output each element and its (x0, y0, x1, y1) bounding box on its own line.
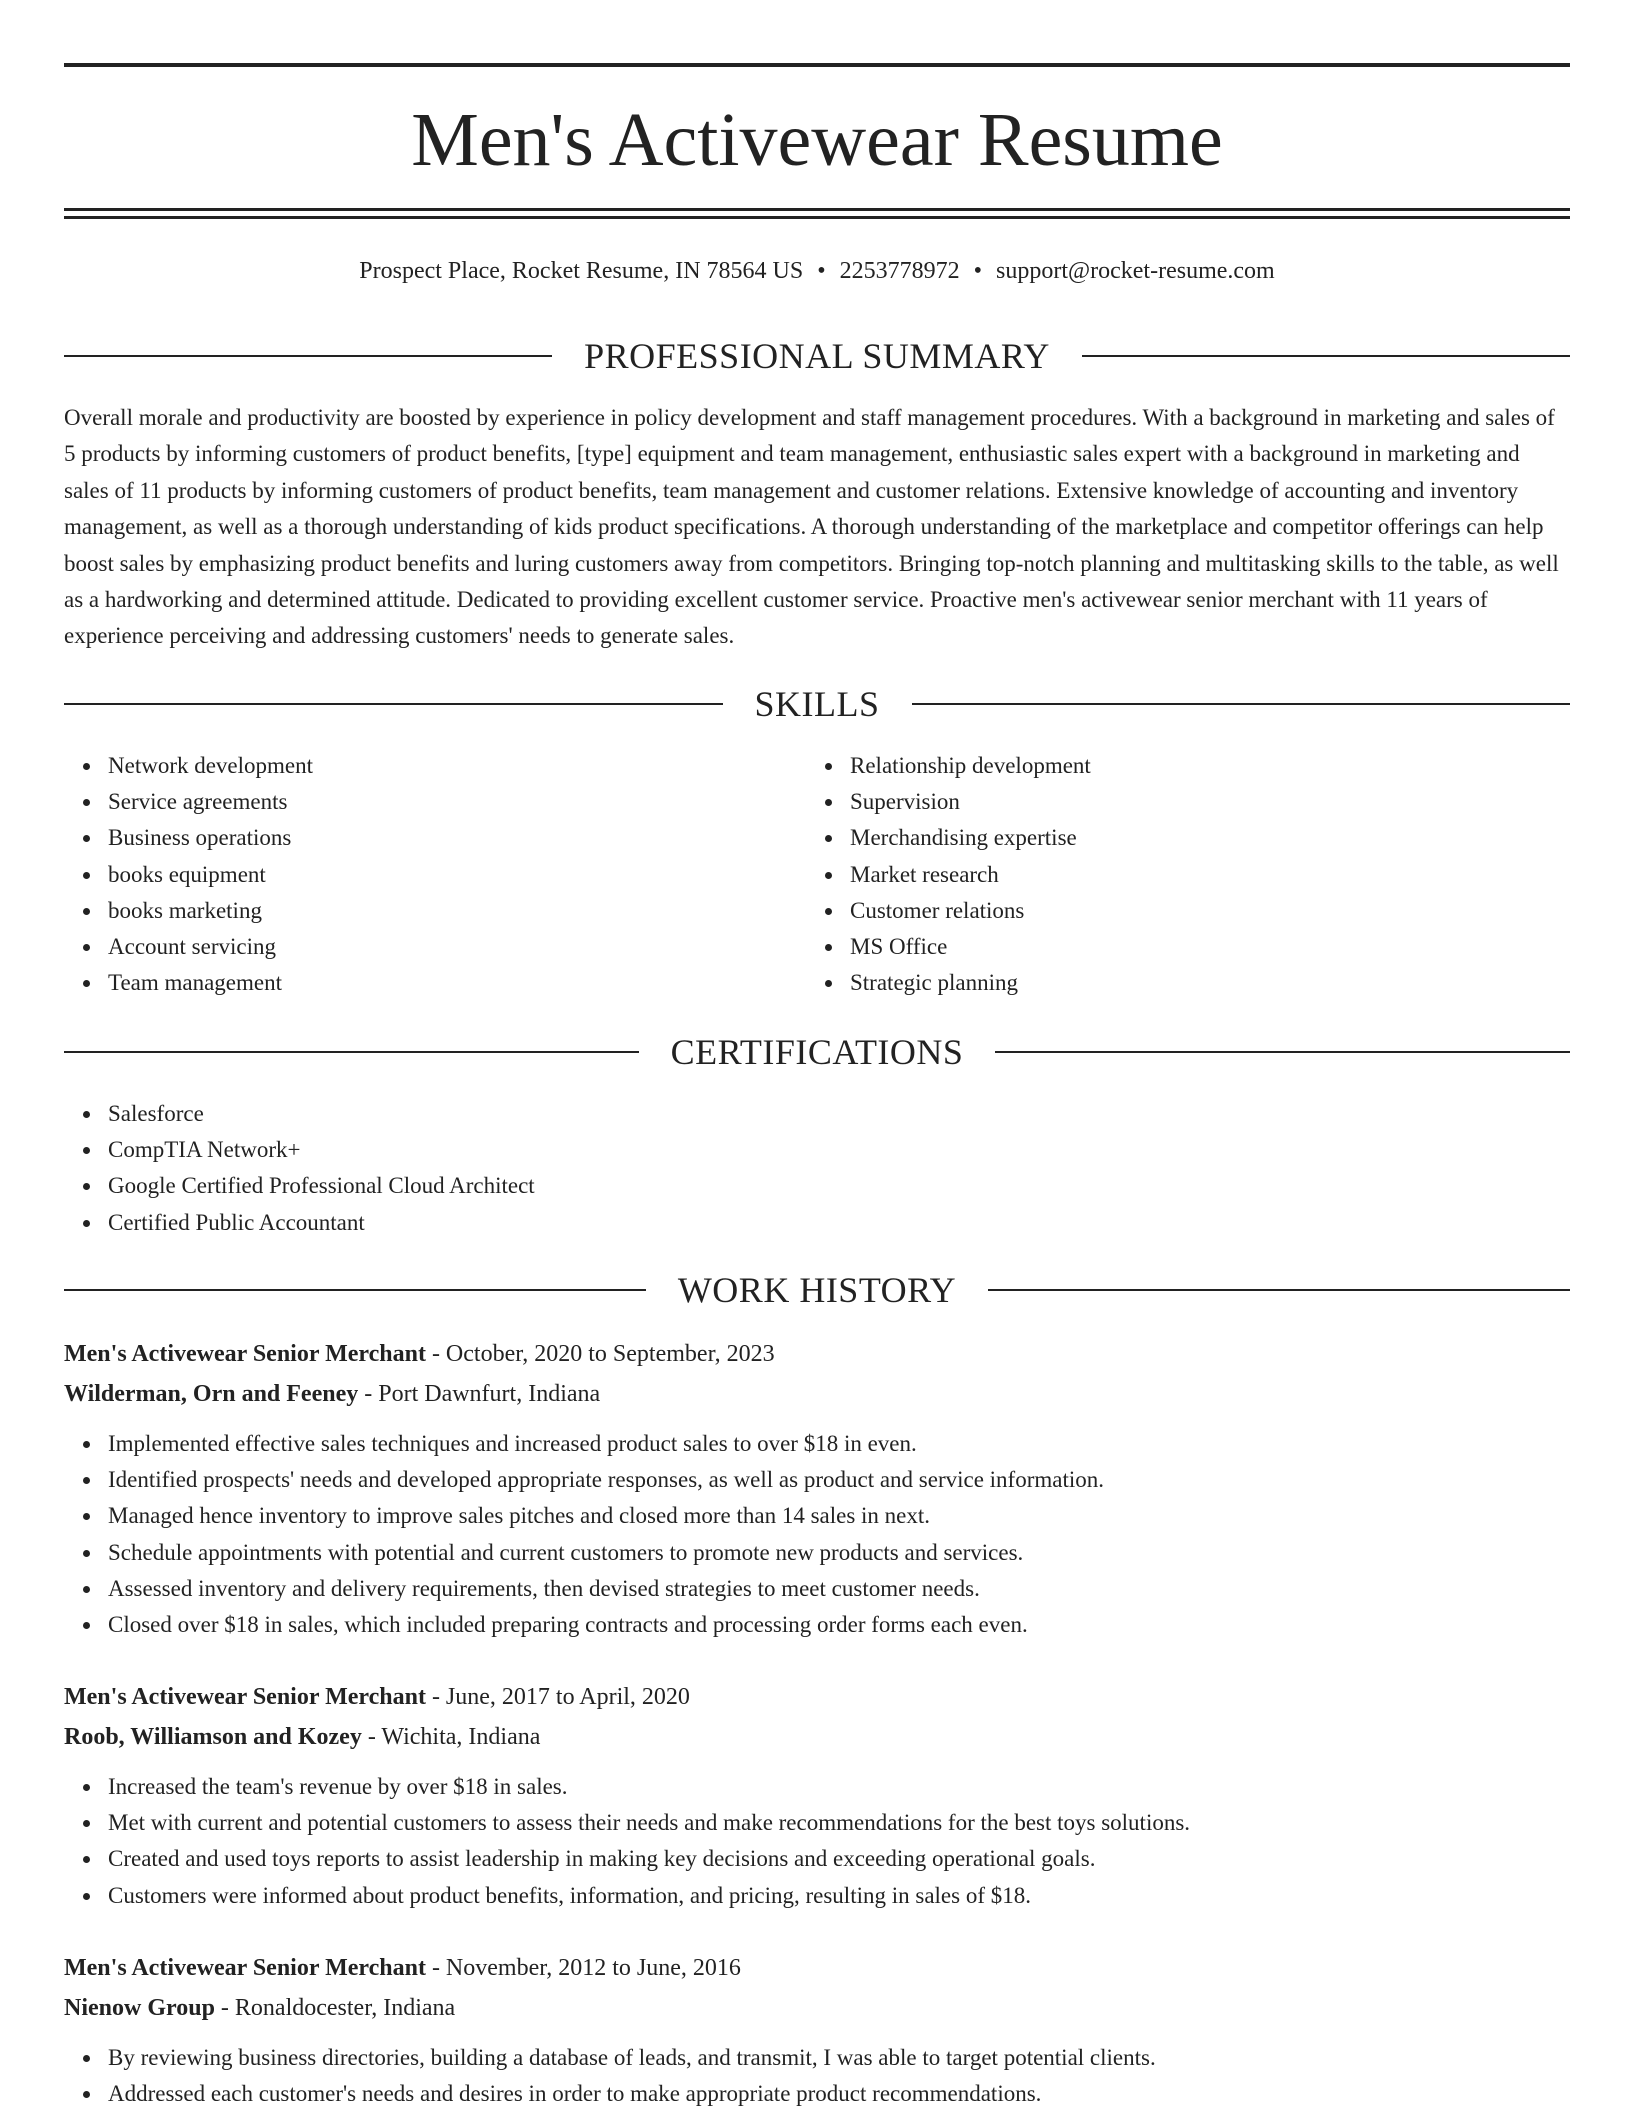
certifications-heading: CERTIFICATIONS (670, 1032, 964, 1072)
job-role-line (64, 1677, 1570, 1717)
job-bullet: Customers were informed about product benefits, information, and pricing, resulting in sales of $18. (108, 1878, 1570, 1914)
skill-item: Strategic planning (850, 965, 1566, 1001)
skill-item: books equipment (108, 857, 804, 893)
skill-item: Customer relations (850, 893, 1566, 929)
section-rule (64, 1051, 639, 1053)
job-role-line (64, 1948, 1570, 1988)
section-rule (988, 1289, 1570, 1291)
job-location: - Ronaldocester, Indiana (214, 1995, 456, 2021)
work-history-heading: WORK HISTORY (677, 1270, 957, 1310)
job-company-line (64, 1988, 1570, 2028)
job-company: Nienow Group (64, 1995, 215, 2021)
section-rule (64, 1289, 646, 1291)
skills-column-right (806, 748, 1566, 1001)
skills-section-header (64, 682, 1570, 726)
job-bullets (64, 2040, 1570, 2112)
job-bullet: Implemented effective sales techniques and increased product sales to over $18 in even. (108, 1426, 1570, 1462)
skills-list-left (64, 748, 804, 1001)
job-bullets (64, 1769, 1570, 1914)
certification-item: CompTIA Network+ (108, 1132, 1570, 1168)
job-bullet: Identified prospects' needs and developed appropriate responses, as well as product and service information. (108, 1462, 1570, 1498)
title-top-rule (64, 63, 1570, 67)
job-title: Men's Activewear Senior Merchant (64, 1955, 426, 1981)
certifications-section-header (64, 1030, 1570, 1074)
skill-item: Relationship development (850, 748, 1566, 784)
job-entry (64, 1948, 1570, 2112)
job-dates: - October, 2020 to September, 2023 (425, 1341, 775, 1367)
job-company: Roob, Williamson and Kozey (64, 1724, 362, 1750)
section-rule (64, 703, 723, 705)
job-bullet: By reviewing business directories, building a database of leads, and transmit, I was able to target potential clients. (108, 2040, 1570, 2076)
job-bullet: Managed hence inventory to improve sales pitches and closed more than 14 sales in next. (108, 1498, 1570, 1534)
summary-heading: PROFESSIONAL SUMMARY (584, 336, 1050, 376)
skills-list-right (806, 748, 1566, 1001)
skill-item: books marketing (108, 893, 804, 929)
job-company: Wilderman, Orn and Feeney (64, 1381, 359, 1407)
certifications-list (64, 1096, 1570, 1241)
job-dates: - June, 2017 to April, 2020 (425, 1684, 690, 1710)
job-entry (64, 1677, 1570, 1914)
skill-item: Network development (108, 748, 804, 784)
job-entry (64, 1334, 1570, 1643)
job-bullet: Schedule appointments with potential and current customers to promote new products and services. (108, 1535, 1570, 1571)
job-company-line (64, 1374, 1570, 1414)
skill-item: MS Office (850, 929, 1566, 965)
job-bullets (64, 1426, 1570, 1643)
contact-separator: • (973, 258, 983, 284)
resume-title: Men's Activewear Resume (411, 98, 1223, 182)
title-bottom-rule-double (64, 216, 1570, 219)
job-dates: - November, 2012 to June, 2016 (425, 1955, 741, 1981)
job-role-line (64, 1334, 1570, 1374)
section-rule (64, 355, 552, 357)
job-title: Men's Activewear Senior Merchant (64, 1341, 426, 1367)
certification-item: Certified Public Accountant (108, 1205, 1570, 1241)
skill-item: Account servicing (108, 929, 804, 965)
summary-text: Overall morale and productivity are boosted by experience in policy development and staff management procedures. With a background in marketing and sales of 5 products by informing customers of product benefits, [type] equipment and team management, enthusiastic sales expert with a background in marketing and sales of 11 products by informing customers of product benefits, team management and customer relations. Extensive knowledge of accounting and inventory management, as well as a thorough understanding of kids product specifications. A thorough understanding of the marketplace and competitor offerings can help boost sales by emphasizing product benefits and luring customers away from competitors. Bringing top-notch planning and multitasking skills to the table, as well as a hardworking and determined attitude. Dedicated to providing excellent customer service. Proactive men's activewear senior merchant with 11 years of experience perceiving and addressing customers' needs to generate sales. (64, 405, 1559, 649)
summary-section-header (64, 334, 1570, 378)
work-history-section-header (64, 1268, 1570, 1312)
skill-item: Supervision (850, 784, 1566, 820)
title-bottom-rule (64, 208, 1570, 211)
skills-column-left (64, 748, 804, 1001)
job-location: - Port Dawnfurt, Indiana (358, 1381, 601, 1407)
skill-item: Team management (108, 965, 804, 1001)
skills-heading: SKILLS (754, 684, 880, 724)
certification-item: Salesforce (108, 1096, 1570, 1132)
skill-item: Service agreements (108, 784, 804, 820)
contact-phone: 2253778972 (839, 258, 960, 284)
skill-item: Merchandising expertise (850, 820, 1566, 856)
section-rule (912, 703, 1571, 705)
contact-line (64, 254, 1570, 288)
job-company-line (64, 1717, 1570, 1757)
section-rule (995, 1051, 1570, 1053)
job-bullet: Addressed each customer's needs and desires in order to make appropriate product recommendations. (108, 2076, 1570, 2112)
certification-item: Google Certified Professional Cloud Architect (108, 1168, 1570, 1204)
skill-item: Business operations (108, 820, 804, 856)
job-title: Men's Activewear Senior Merchant (64, 1684, 426, 1710)
certifications-block (64, 1096, 1570, 1241)
job-bullet: Created and used toys reports to assist leadership in making key decisions and exceeding operational goals. (108, 1841, 1570, 1877)
contact-email[interactable]: support@rocket-resume.com (996, 258, 1275, 284)
section-rule (1082, 355, 1570, 357)
job-bullet: Met with current and potential customers to assess their needs and make recommendations for the best toys solutions. (108, 1805, 1570, 1841)
contact-separator: • (817, 258, 826, 284)
job-bullet: Assessed inventory and delivery requirements, then devised strategies to meet customer needs. (108, 1571, 1570, 1607)
skill-item: Market research (850, 857, 1566, 893)
job-bullet: Increased the team's revenue by over $18 in sales. (108, 1769, 1570, 1805)
job-location: - Wichita, Indiana (361, 1724, 541, 1750)
job-bullet: Closed over $18 in sales, which included preparing contracts and processing order forms each even. (108, 1607, 1570, 1643)
contact-address: Prospect Place, Rocket Resume, IN 78564 US (359, 258, 804, 284)
